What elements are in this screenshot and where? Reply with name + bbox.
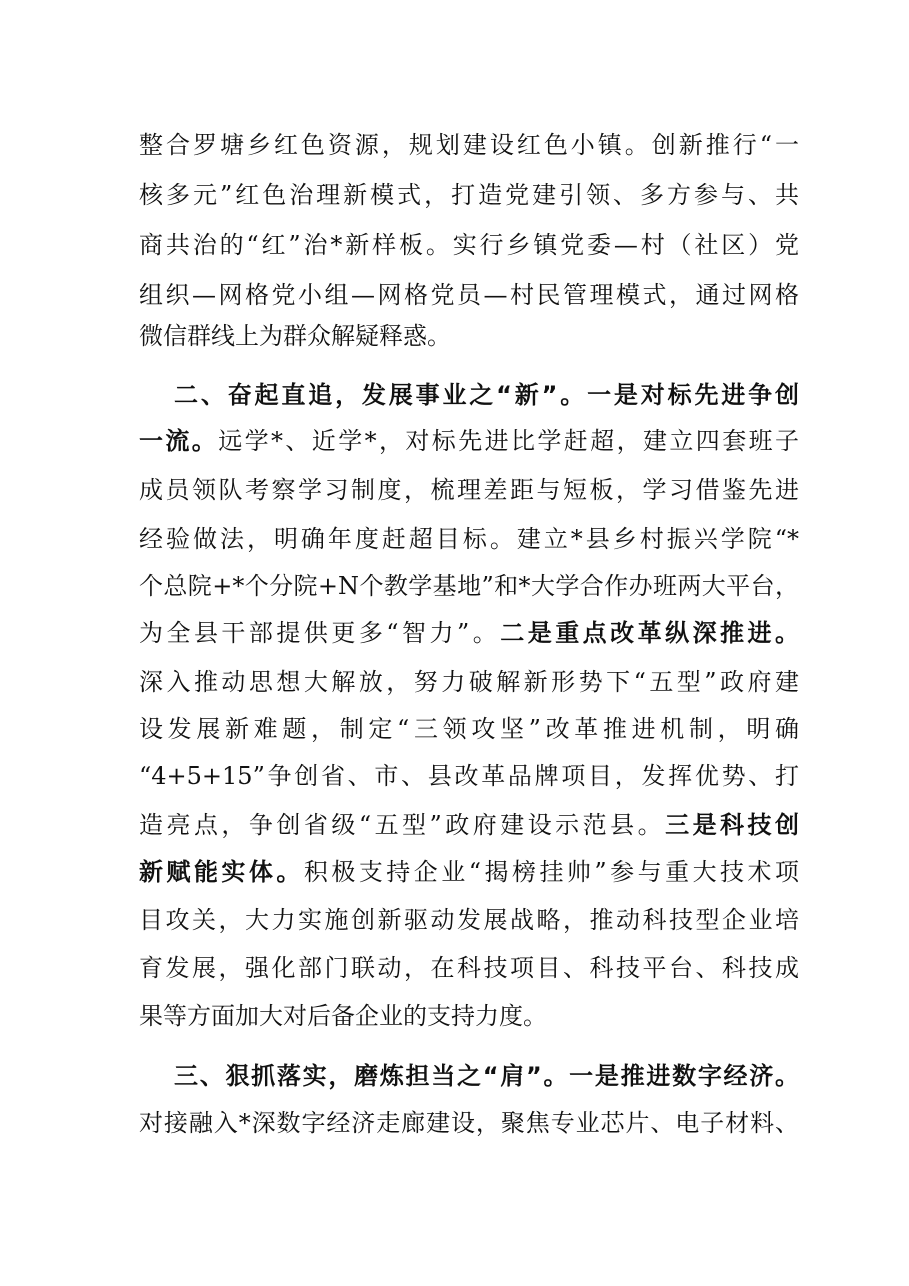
text-segment: 个总院+*个分院+N个教学基地”和*大学合作办班两大平台， xyxy=(139,572,799,600)
subheading: 一流。 xyxy=(139,427,219,455)
text-segment: 育发展，强化部门联动，在科技项目、科技平台、科技成 xyxy=(139,954,799,982)
text-line xyxy=(139,756,799,796)
text-segment: 目攻关，大力实施创新驱动发展战略，推动科技型企业培 xyxy=(139,906,799,934)
text-line xyxy=(139,275,799,315)
text-segment: 经验做法，明确年度赶超目标。建立*县乡村振兴学院“* xyxy=(139,525,799,553)
text-segment: 整合罗塘乡红色资源，规划建设红色小镇。创新推行“一 xyxy=(139,131,799,159)
text-line xyxy=(139,316,799,356)
text-segment: 果等方面加大对后备企业的支持力度。 xyxy=(139,1002,547,1030)
text-segment: 积极支持企业“揭榜挂帅”参与重大技术项 xyxy=(303,858,800,886)
text-segment: 远学*、近学*，对标先进比学赶超，建立四套班子 xyxy=(218,427,800,455)
text-line xyxy=(139,225,799,265)
section-heading-line xyxy=(174,1056,799,1096)
text-line xyxy=(139,1103,799,1143)
text-segment: “4+5+15”争创省、市、县改革品牌项目，发挥优势、打 xyxy=(139,762,799,790)
text-segment: 造亮点，争创省级“五型”政府建设示范县。 xyxy=(139,811,666,839)
text-line xyxy=(139,175,799,215)
text-segment: 对接融入*深数字经济走廊建设，聚焦专业芯片、电子材料、 xyxy=(139,1109,799,1137)
text-line xyxy=(139,852,799,892)
text-line xyxy=(139,613,799,653)
subheading: 新赋能实体。 xyxy=(139,858,304,886)
text-line xyxy=(139,566,799,606)
text-segment: 核多元”红色治理新模式，打造党建引领、多方参与、共 xyxy=(139,181,799,209)
text-line xyxy=(139,900,799,940)
text-line xyxy=(139,662,799,702)
text-line xyxy=(139,470,799,510)
text-line xyxy=(139,421,799,461)
text-segment: 微信群线上为群众解疑释惑。 xyxy=(139,322,451,350)
text-line xyxy=(139,125,799,165)
text-line xyxy=(139,948,799,988)
section-heading: 二、奋起直追，发展事业之“新”。一是对标先进争创 xyxy=(174,381,799,409)
text-line xyxy=(139,519,799,559)
section-heading: 三、狠抓落实，磨炼担当之“肩”。一是推进数字经济。 xyxy=(174,1062,799,1090)
text-segment: 组织—网格党小组—网格党员—村民管理模式，通过网格 xyxy=(139,281,799,309)
text-line xyxy=(139,805,799,845)
text-segment: 深入推动思想大解放，努力破解新形势下“五型”政府建 xyxy=(139,668,799,696)
text-segment: 商共治的“红”治*新样板。实行乡镇党委—村（社区）党 xyxy=(139,231,799,259)
text-segment: 为全县干部提供更多“智力”。 xyxy=(139,619,501,647)
subheading: 二是重点改革纵深推进。 xyxy=(500,619,800,647)
text-segment: 设发展新难题，制定“三领攻坚”改革推进机制，明确 xyxy=(139,715,799,743)
subheading: 三是科技创 xyxy=(665,811,800,839)
text-segment: 成员领队考察学习制度，梳理差距与短板，学习借鉴先进 xyxy=(139,476,799,504)
section-heading-line xyxy=(174,375,799,415)
text-line xyxy=(139,996,799,1036)
text-line xyxy=(139,709,799,749)
